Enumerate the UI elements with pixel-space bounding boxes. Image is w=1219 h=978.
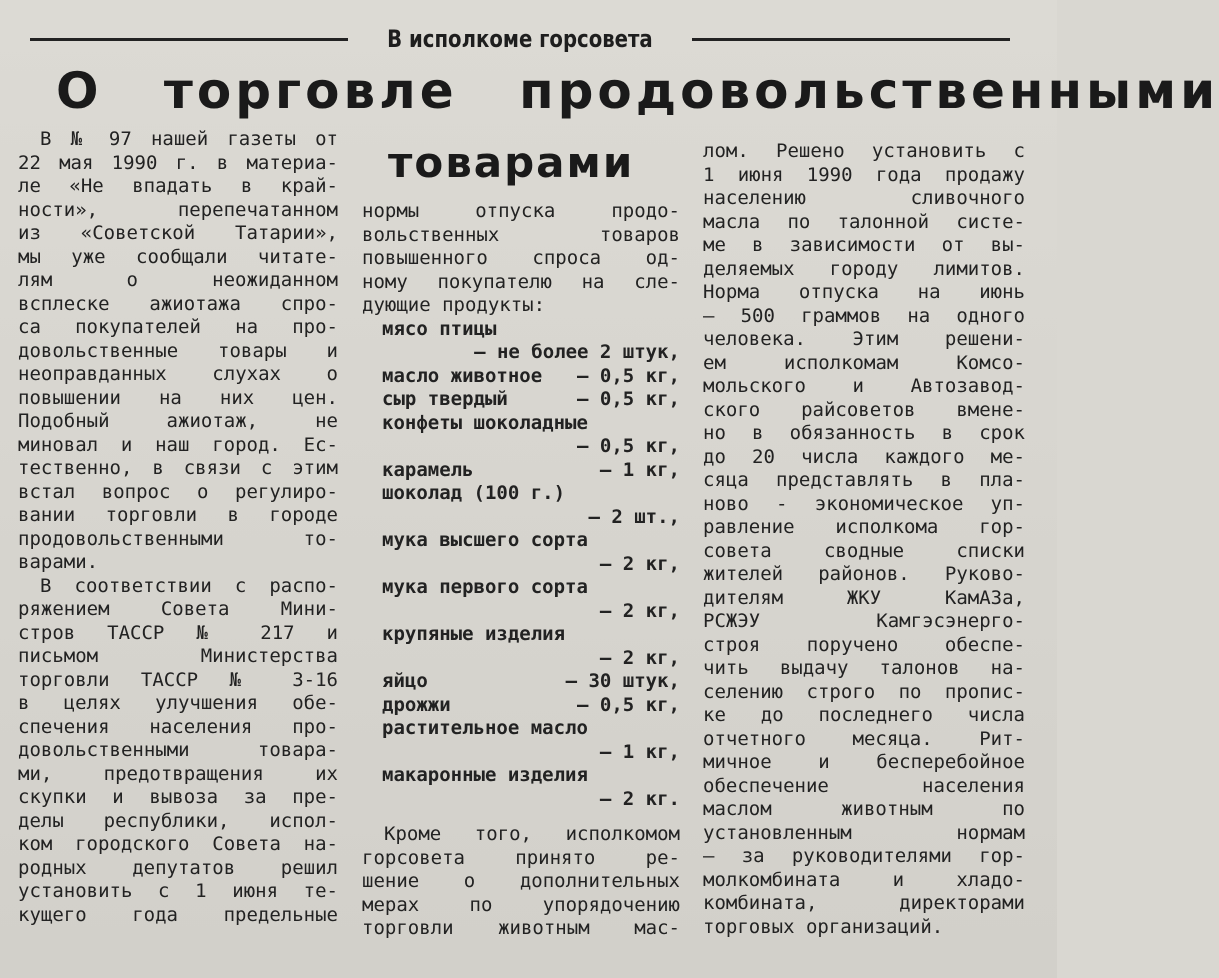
text-line: из «Советской Татарии», bbox=[18, 222, 338, 244]
text-line: варами. bbox=[18, 551, 99, 573]
product-quantity: — 30 штук, bbox=[565, 670, 680, 692]
product-quantity: — 0,5 кг, bbox=[577, 693, 680, 716]
text-line: установить с 1 июня те- bbox=[18, 880, 338, 902]
text-line: ме в зависимости от вы- bbox=[703, 234, 1025, 256]
text-line: равление исполкома гор- bbox=[703, 516, 1025, 538]
product-quantity: — 2 кг, bbox=[599, 599, 680, 622]
product-name: мука высшего сорта bbox=[382, 529, 588, 551]
product-item bbox=[362, 529, 680, 576]
product-item bbox=[362, 764, 680, 811]
text-line: человека. Этим решени- bbox=[703, 328, 1025, 350]
text-line: ново - экономическое уп- bbox=[703, 492, 1025, 515]
product-name: мука первого сорта bbox=[382, 576, 588, 598]
product-item bbox=[362, 694, 680, 718]
text-line: жителей районов. Руково- bbox=[703, 563, 1025, 585]
product-item bbox=[362, 623, 680, 670]
product-name: яйцо bbox=[382, 670, 428, 692]
text-line: ем исполкомам Комсо- bbox=[703, 351, 1025, 374]
product-item bbox=[362, 459, 680, 483]
text-line: Норма отпуска на июнь bbox=[703, 281, 1025, 303]
column1-paragraph-2 bbox=[18, 575, 338, 928]
text-line: маслом животным по bbox=[703, 798, 1025, 820]
text-line: ком городского Совета на- bbox=[18, 833, 338, 855]
column2-outro bbox=[362, 823, 680, 941]
product-quantity: — 0,5 кг, bbox=[577, 435, 680, 457]
text-line: встал вопрос о регулиро- bbox=[18, 480, 338, 503]
product-quantity: — 0,5 кг, bbox=[577, 364, 680, 387]
article-column-1 bbox=[18, 128, 338, 927]
product-item bbox=[362, 388, 680, 412]
text-line: повышении на них цен. bbox=[18, 386, 338, 409]
product-quantity: — не более 2 штук, bbox=[474, 341, 680, 363]
text-line: горсовета принято ре- bbox=[362, 846, 680, 869]
text-line: торговли ТАССР № 3-16 bbox=[18, 668, 338, 691]
article-column-2 bbox=[362, 200, 680, 941]
product-quantity: — 2 шт., bbox=[588, 505, 680, 528]
text-line: — 500 граммов на одного bbox=[703, 304, 1025, 327]
product-item bbox=[362, 717, 680, 764]
text-line: торговых организаций. bbox=[703, 915, 944, 938]
text-line: установленным нормам bbox=[703, 821, 1025, 844]
headline-line-1: О торговле продовольственными bbox=[56, 62, 1219, 120]
column3-paragraph bbox=[703, 140, 1025, 939]
text-line: делы республики, испол- bbox=[18, 809, 338, 832]
text-line: довольственные товары и bbox=[18, 339, 338, 362]
text-line: совета сводные списки bbox=[703, 539, 1025, 562]
product-name: крупяные изделия bbox=[382, 623, 566, 645]
text-line: стров ТАССР № 217 и bbox=[18, 621, 338, 644]
text-line: населению сливочного bbox=[703, 187, 1025, 209]
text-line: В соответствии с распо- bbox=[40, 574, 338, 597]
product-item bbox=[362, 412, 680, 459]
product-item bbox=[362, 576, 680, 623]
text-line: кущего года предельные bbox=[18, 903, 338, 926]
rubric-rule-left bbox=[30, 38, 348, 41]
text-line: тественно, в связи с этим bbox=[18, 457, 338, 479]
text-line: мерах по упорядочению bbox=[362, 893, 680, 916]
text-line: чить выдачу талонов на- bbox=[703, 657, 1025, 679]
product-name: дрожжи bbox=[382, 693, 451, 716]
text-line: комбината, директорами bbox=[703, 892, 1025, 914]
rubric-header bbox=[30, 22, 1010, 56]
product-item bbox=[362, 670, 680, 694]
product-name: шоколад (100 г.) bbox=[382, 482, 566, 504]
text-line: ке до последнего числа bbox=[703, 704, 1025, 726]
text-line: продовольственными то- bbox=[18, 527, 338, 550]
product-name: мясо птицы bbox=[382, 317, 497, 340]
text-line: всплеске ажиотажа спро- bbox=[18, 292, 338, 315]
text-line: неоправданных слухах о bbox=[18, 363, 338, 385]
column2-intro bbox=[362, 200, 680, 318]
rubric-rule-right bbox=[692, 38, 1010, 41]
text-line: повышенного спроса од- bbox=[362, 247, 680, 269]
text-line: скупки и вывоза за пре- bbox=[18, 786, 338, 808]
text-line: ности», перепечатанном bbox=[18, 198, 338, 221]
product-quantity: — 1 кг, bbox=[599, 458, 680, 481]
product-name: макаронные изделия bbox=[382, 764, 588, 786]
product-name: масло животное bbox=[382, 364, 543, 387]
text-line: строя поручено обеспе- bbox=[703, 633, 1025, 656]
product-quantity: — 1 кг, bbox=[599, 740, 680, 763]
text-line: мичное и бесперебойное bbox=[703, 751, 1025, 773]
rubric-title: В исполкоме горсовета bbox=[387, 25, 653, 53]
article-column-3 bbox=[703, 140, 1025, 939]
product-name: сыр твердый bbox=[382, 388, 508, 410]
product-quantity: — 2 кг, bbox=[599, 646, 680, 669]
spacer bbox=[362, 811, 680, 823]
text-line: са покупателей на про- bbox=[18, 316, 338, 338]
text-line: В № 97 нашей газеты от bbox=[40, 128, 338, 150]
text-line: сяца представлять в пла- bbox=[703, 469, 1025, 491]
text-line: Кроме того, исполкомом bbox=[384, 823, 680, 845]
column1-paragraph-1 bbox=[18, 128, 338, 575]
text-line: дующие продукты: bbox=[362, 294, 546, 316]
text-line: ле «Не впадать в край- bbox=[18, 175, 338, 197]
text-line: ского райсоветов вмене- bbox=[703, 398, 1025, 421]
text-line: но в обязанность в срок bbox=[703, 422, 1025, 444]
text-line: обеспечение населения bbox=[703, 774, 1025, 797]
text-line: торговли животным мас- bbox=[362, 917, 680, 939]
product-item bbox=[362, 365, 680, 389]
product-quantity: — 2 кг, bbox=[599, 552, 680, 575]
text-line: масла по талонной систе- bbox=[703, 210, 1025, 233]
text-line: вании торговли в городе bbox=[18, 504, 338, 526]
text-line: шение о дополнительных bbox=[362, 870, 680, 892]
product-quantity: — 0,5 кг, bbox=[577, 388, 680, 410]
text-line: вольственных товаров bbox=[362, 223, 680, 246]
text-line: мы уже сообщали читате- bbox=[18, 245, 338, 268]
text-line: родных депутатов решил bbox=[18, 856, 338, 879]
text-line: отчетного месяца. Рит- bbox=[703, 727, 1025, 750]
text-line: в целях улучшения обе- bbox=[18, 692, 338, 714]
product-item bbox=[362, 482, 680, 529]
text-line: нормы отпуска продо- bbox=[362, 200, 680, 222]
text-line: Подобный ажиотаж, не bbox=[18, 410, 338, 432]
text-line: миновал и наш город. Ес- bbox=[18, 433, 338, 456]
text-line: дителям ЖКУ КамАЗа, bbox=[703, 586, 1025, 609]
text-line: деляемых городу лимитов. bbox=[703, 257, 1025, 280]
text-line: до 20 числа каждого ме- bbox=[703, 445, 1025, 468]
text-line: — за руководителями гор- bbox=[703, 845, 1025, 867]
text-line: ми, предотвращения их bbox=[18, 762, 338, 785]
text-line: ряжением Совета Мини- bbox=[18, 598, 338, 620]
text-line: письмом Министерства bbox=[18, 645, 338, 667]
text-line: селению строго по пропис- bbox=[703, 680, 1025, 703]
text-line: 22 мая 1990 г. в материа- bbox=[18, 151, 338, 174]
text-line: спечения населения про- bbox=[18, 715, 338, 738]
text-line: мольского и Автозавод- bbox=[703, 375, 1025, 397]
text-line: ному покупателю на сле- bbox=[362, 270, 680, 293]
text-line: молкомбината и хладо- bbox=[703, 868, 1025, 891]
text-line: РСЖЭУ Камгэсэнерго- bbox=[703, 610, 1025, 632]
product-name: карамель bbox=[382, 458, 474, 481]
headline-line-2: товарами bbox=[388, 138, 635, 187]
product-item bbox=[362, 318, 680, 365]
product-name: растительное масло bbox=[382, 717, 588, 739]
text-line: довольственными товара- bbox=[18, 739, 338, 761]
text-line: 1 июня 1990 года продажу bbox=[703, 163, 1025, 186]
product-norms-list bbox=[362, 318, 680, 812]
product-quantity: — 2 кг. bbox=[599, 787, 680, 810]
text-line: лям о неожиданном bbox=[18, 269, 338, 291]
product-name: конфеты шоколадные bbox=[382, 411, 588, 434]
text-line: лом. Решено установить с bbox=[703, 140, 1025, 162]
